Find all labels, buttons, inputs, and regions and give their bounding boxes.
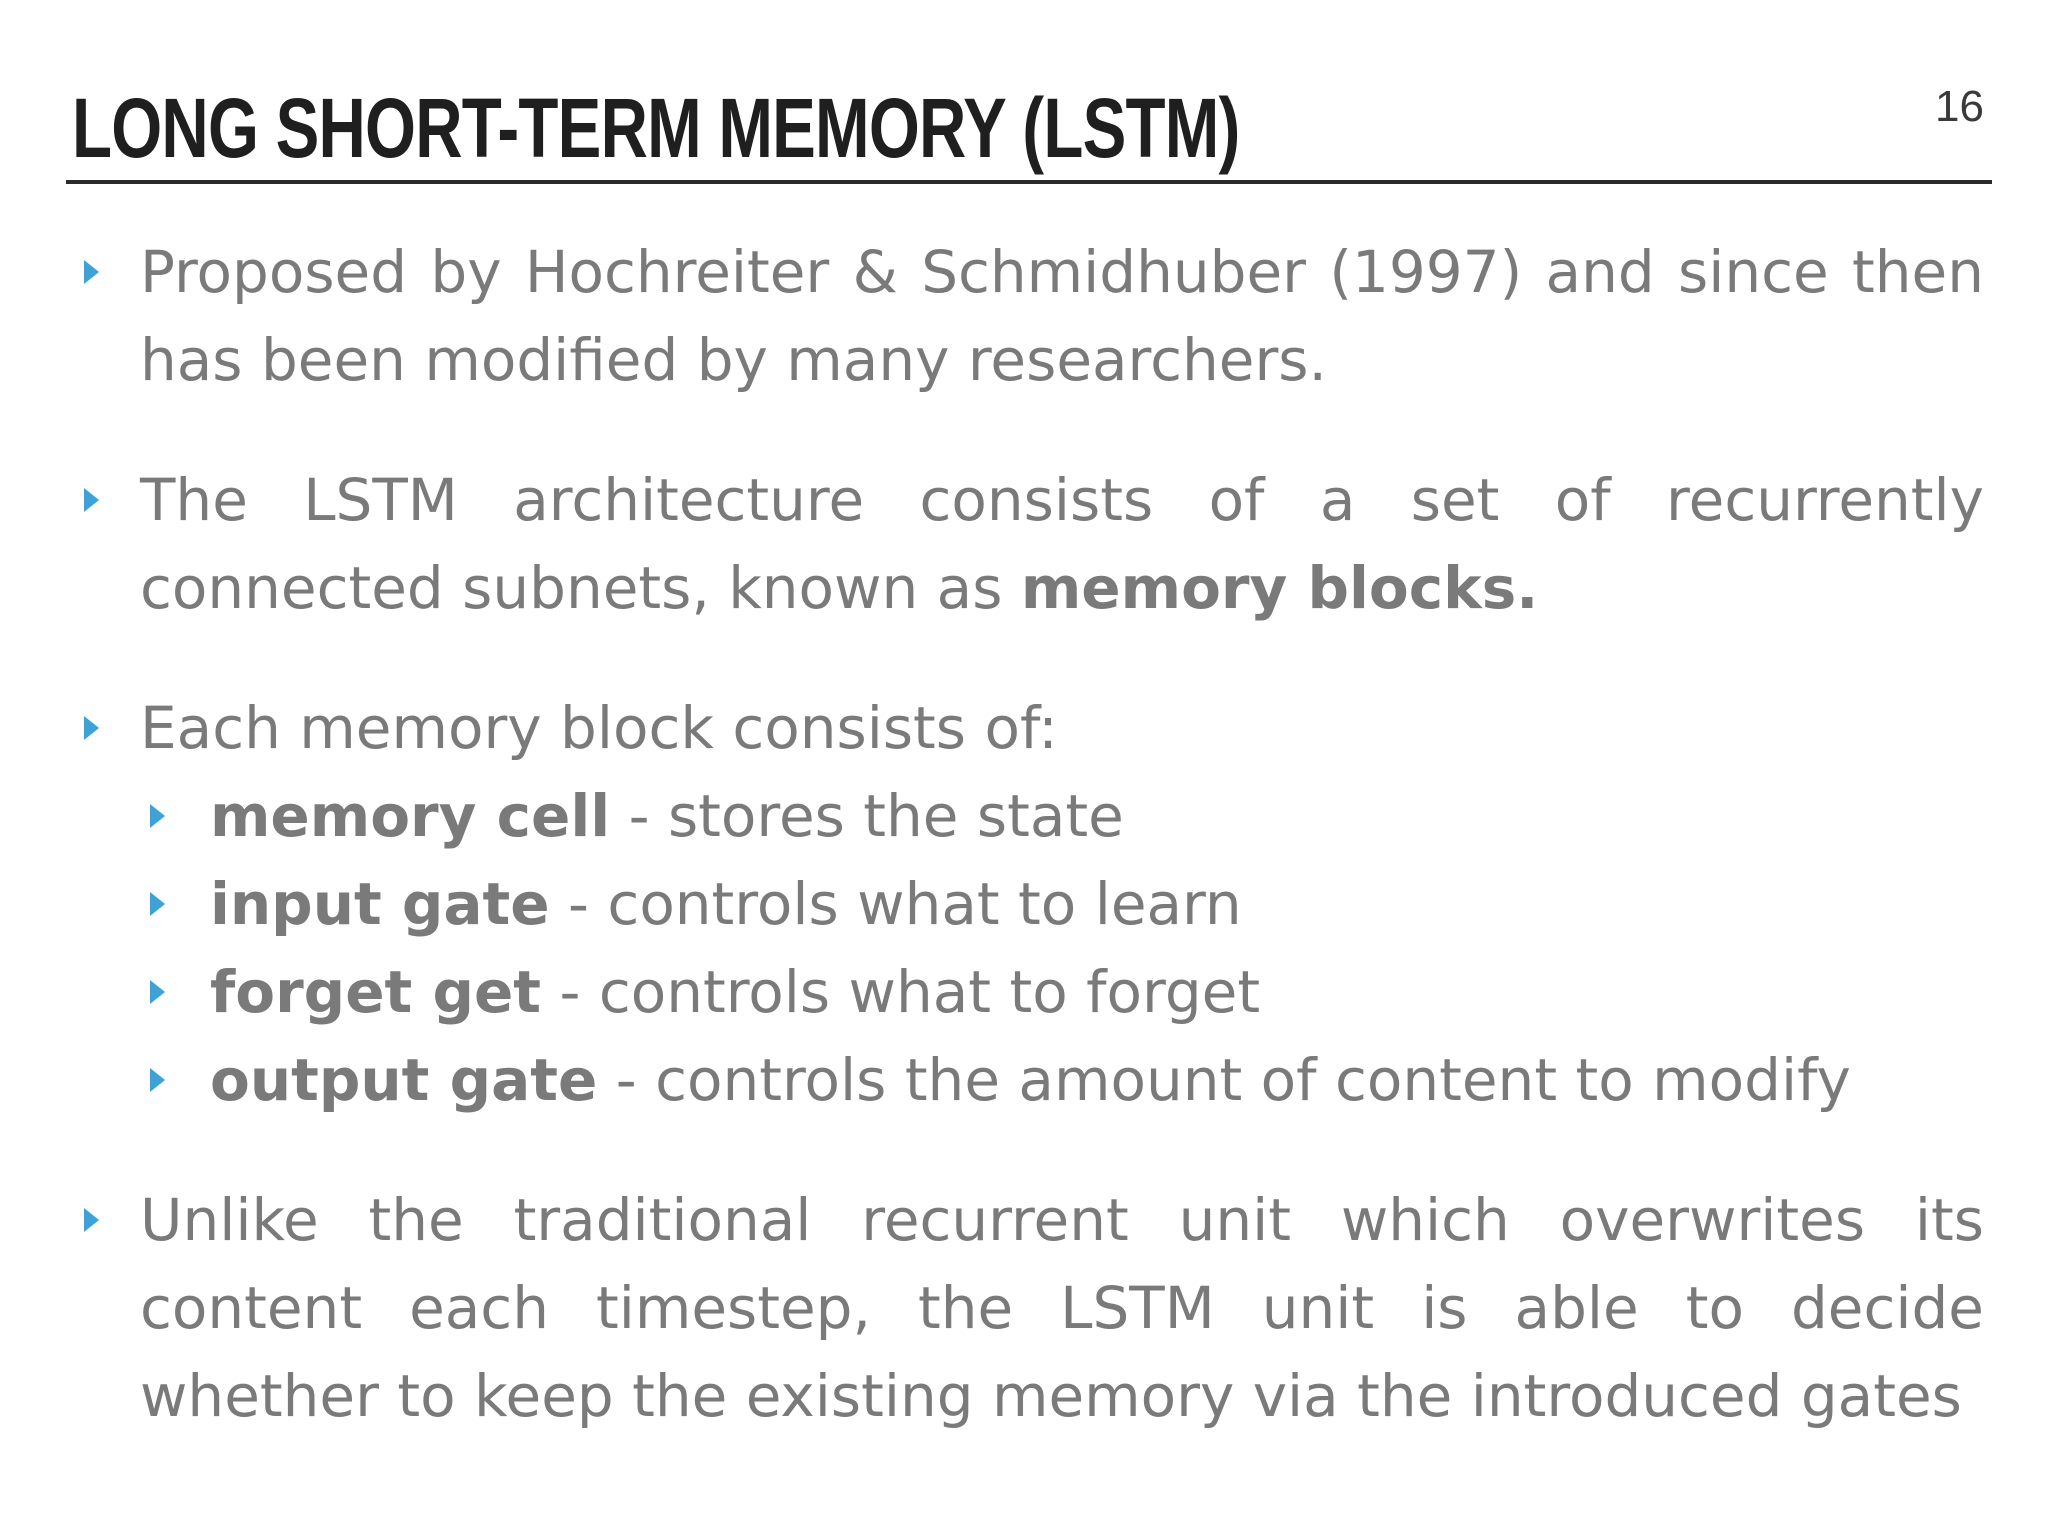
bullet-item — [80, 1176, 1984, 1440]
bullet-text: The LSTM architecture consists of a set of recurrently connected subnets, known as — [140, 466, 1984, 622]
bullet-list — [80, 228, 1984, 1492]
triangle-bullet-icon — [84, 1208, 99, 1232]
triangle-bullet-icon — [84, 716, 99, 740]
sub-bullet-term: memory cell — [210, 782, 611, 850]
bullet-suffix: . — [1516, 554, 1539, 622]
sub-bullet-term: input gate — [210, 870, 550, 938]
triangle-bullet-icon — [84, 260, 99, 284]
bullet-text: Unlike the traditional recurrent unit which overwrites its content each timestep, the LSTM unit is able to decide whether to keep the existing memory via the introduced gates — [140, 1186, 1984, 1430]
sub-bullet-desc: - stores the state — [610, 782, 1124, 850]
slide-title: LONG SHORT-TERM MEMORY (LSTM) — [72, 81, 1240, 175]
page-number: 16 — [1935, 82, 1984, 131]
bullet-text: Each memory block consists of: — [140, 694, 1058, 762]
triangle-bullet-icon — [150, 980, 165, 1004]
bullet-item — [80, 684, 1984, 1124]
title-divider — [66, 180, 1992, 184]
bullet-bold-term: memory blocks — [1020, 554, 1517, 622]
bullet-item — [80, 228, 1984, 404]
triangle-bullet-icon — [150, 892, 165, 916]
bullet-text: Proposed by Hochreiter & Schmidhuber (1997) and since then has been modified by many researchers. — [140, 238, 1984, 394]
sub-bullet-term: output gate — [210, 1046, 598, 1114]
sub-bullet-item — [140, 1036, 1984, 1124]
sub-bullet-list — [140, 772, 1984, 1124]
triangle-bullet-icon — [150, 804, 165, 828]
sub-bullet-item — [140, 860, 1984, 948]
sub-bullet-desc: - controls the amount of content to modify — [597, 1046, 1851, 1114]
sub-bullet-item — [140, 772, 1984, 860]
sub-bullet-desc: - controls what to learn — [549, 870, 1242, 938]
triangle-bullet-icon — [84, 488, 99, 512]
sub-bullet-term: forget get — [210, 958, 542, 1026]
sub-bullet-item — [140, 948, 1984, 1036]
bullet-item — [80, 456, 1984, 632]
sub-bullet-desc: - controls what to forget — [541, 958, 1261, 1026]
triangle-bullet-icon — [150, 1068, 165, 1092]
